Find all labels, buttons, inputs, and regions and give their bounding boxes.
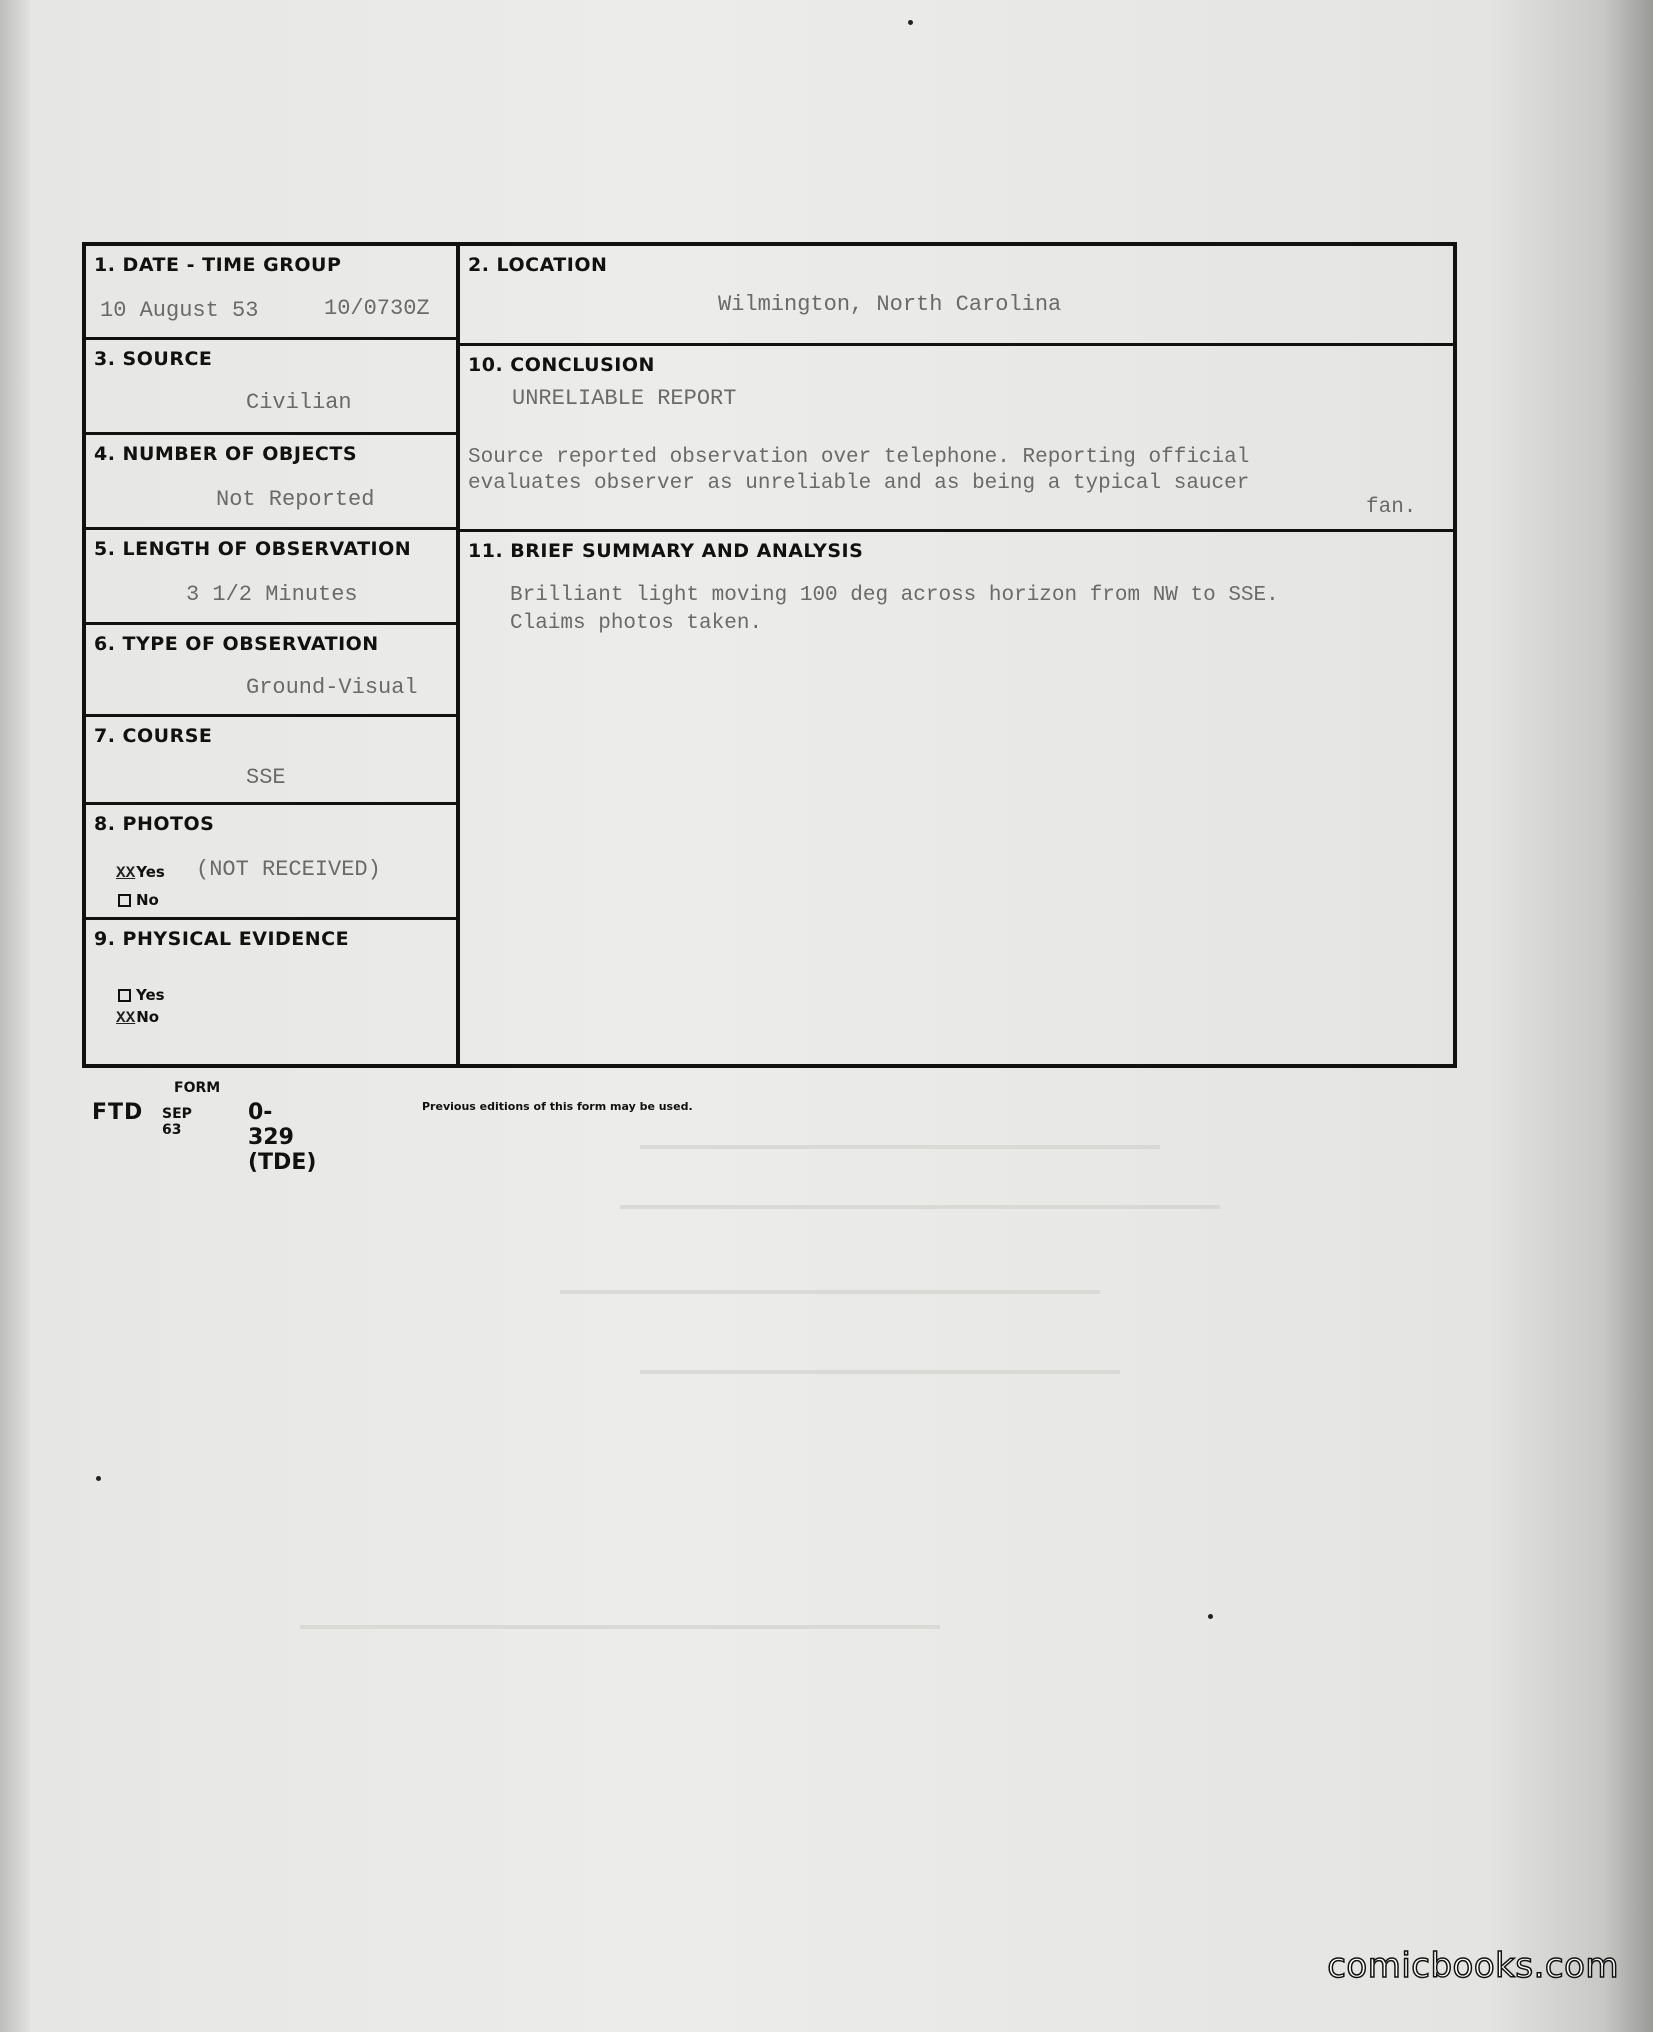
- footer-form-number: 0-329 (TDE): [248, 1100, 317, 1175]
- physical-evidence-label: 9. PHYSICAL EVIDENCE: [94, 928, 350, 950]
- date-time-label: 1. DATE - TIME GROUP: [94, 254, 342, 276]
- photos-no-option: [118, 891, 159, 909]
- photos-yes-checkmark: XX: [116, 864, 136, 882]
- footer-form-word: FORM: [174, 1080, 221, 1096]
- date-time-cell: [86, 246, 456, 340]
- conclusion-text-line-3: fan.: [1366, 496, 1417, 519]
- footer-note: Previous editions of this form may be used.: [422, 1100, 693, 1113]
- photos-no-checkbox: [118, 894, 131, 907]
- number-of-objects-cell: [86, 435, 456, 530]
- photos-yes-option: [116, 863, 165, 882]
- time-value: 10/0730Z: [324, 296, 430, 321]
- course-value: SSE: [246, 765, 286, 790]
- bleed-through-line: [620, 1205, 1220, 1209]
- summary-line-2: Claims photos taken.: [510, 612, 763, 635]
- type-of-observation-value: Ground-Visual: [246, 675, 418, 700]
- course-label: 7. COURSE: [94, 725, 213, 747]
- type-of-observation-cell: [86, 625, 456, 717]
- physical-evidence-yes-checkbox: [118, 989, 131, 1002]
- source-cell: [86, 340, 456, 435]
- date-value: 10 August 53: [100, 298, 259, 323]
- footer-date: SEP 63: [162, 1106, 192, 1138]
- location-label: 2. LOCATION: [468, 254, 608, 276]
- photos-yes-label: Yes: [136, 863, 165, 881]
- dust-speck: [1208, 1614, 1213, 1619]
- physical-evidence-cell: [86, 920, 456, 1064]
- number-of-objects-label: 4. NUMBER OF OBJECTS: [94, 443, 358, 465]
- physical-evidence-no-checkmark: XX: [116, 1009, 136, 1027]
- summary-label: 11. BRIEF SUMMARY AND ANALYSIS: [468, 540, 864, 562]
- conclusion-label: 10. CONCLUSION: [468, 354, 655, 376]
- location-value: Wilmington, North Carolina: [718, 292, 1062, 317]
- bleed-through-line: [560, 1290, 1100, 1294]
- watermark: comicbooks.com: [1327, 1946, 1619, 1986]
- source-label: 3. SOURCE: [94, 348, 213, 370]
- physical-evidence-yes-label: Yes: [136, 986, 165, 1004]
- bleed-through-line: [300, 1625, 940, 1629]
- dust-speck: [96, 1476, 101, 1481]
- physical-evidence-yes-option: [118, 986, 165, 1004]
- summary-line-1: Brilliant light moving 100 deg across horizon from NW to SSE.: [510, 584, 1279, 607]
- dust-speck: [908, 20, 913, 25]
- physical-evidence-no-option: [116, 1008, 159, 1027]
- photos-note: (NOT RECEIVED): [196, 857, 381, 882]
- type-of-observation-label: 6. TYPE OF OBSERVATION: [94, 633, 379, 655]
- bleed-through-line: [640, 1145, 1160, 1149]
- photos-label: 8. PHOTOS: [94, 813, 215, 835]
- conclusion-value: UNRELIABLE REPORT: [512, 386, 737, 411]
- footer-ftd: FTD: [92, 1100, 144, 1125]
- number-of-objects-value: Not Reported: [216, 487, 375, 512]
- conclusion-text-line-2: evaluates observer as unreliable and as being a typical saucer: [468, 472, 1250, 495]
- report-form: [82, 242, 1457, 1068]
- conclusion-cell: [460, 346, 1453, 532]
- photos-no-label: No: [136, 891, 159, 909]
- length-of-observation-value: 3 1/2 Minutes: [186, 582, 358, 607]
- bleed-through-line: [640, 1370, 1120, 1374]
- physical-evidence-no-label: No: [136, 1008, 160, 1026]
- conclusion-text-line-1: Source reported observation over telephone. Reporting official: [468, 446, 1250, 469]
- length-of-observation-cell: [86, 530, 456, 625]
- source-value: Civilian: [246, 390, 352, 415]
- form-left-column: [86, 246, 460, 1064]
- photos-cell: [86, 805, 456, 920]
- summary-cell: [460, 532, 1453, 1064]
- length-of-observation-label: 5. LENGTH OF OBSERVATION: [94, 538, 412, 560]
- course-cell: [86, 717, 456, 805]
- form-right-column: [460, 246, 1453, 1064]
- location-cell: [460, 246, 1453, 346]
